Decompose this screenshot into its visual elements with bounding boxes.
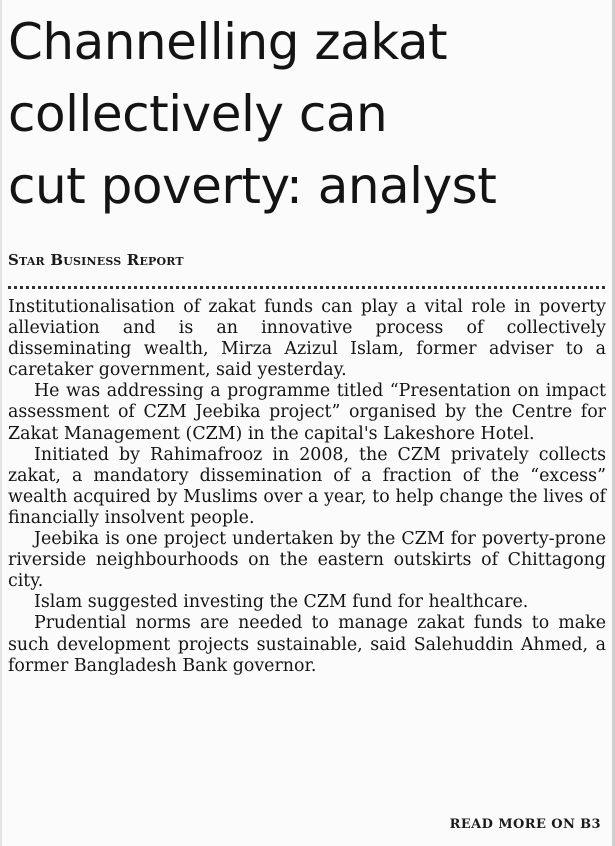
headline xyxy=(8,6,608,222)
read-more-link[interactable]: READ MORE ON B3 xyxy=(449,817,601,832)
paragraph-5: Islam suggested investing the CZM fund for healthcare. xyxy=(34,592,529,613)
headline-line-3: cut poverty: analyst xyxy=(8,157,497,215)
headline-line-1: Channelling zakat xyxy=(8,13,448,71)
byline: Star Business Report xyxy=(8,251,184,269)
clipping-edge-left xyxy=(0,0,2,846)
paragraph-3: Initiated by Rahimafrooz in 2008, the CZM privately collects zakat, a mandatory dissemination of a fraction of the “excess” wealth acquired by Muslims over a year, to help change the lives of financially insolvent people. xyxy=(8,444,606,528)
headline-line-2: collectively can xyxy=(8,85,388,143)
paragraph-4: Jeebika is one project undertaken by the CZM for poverty-prone riverside neighbourhoods on the eastern outskirts of Chittagong city. xyxy=(8,529,606,592)
paragraph-6: Prudential norms are needed to manage zakat funds to make such development projects sustainable, said Salehuddin Ahmed, a former Bangladesh Bank governor. xyxy=(8,613,606,676)
dotted-divider xyxy=(8,286,605,289)
paragraph-1: Institutionalisation of zakat funds can play a vital role in poverty alleviation and is an innovative process of collectively disseminating wealth, Mirza Azizul Islam, former adviser to a caretaker government, said yesterday. xyxy=(8,297,606,381)
paragraph-2: He was addressing a programme titled “Presentation on impact assessment of CZM Jeebika project” organised by the Centre for Zakat Management (CZM) in the capital's Lakeshore Hotel. xyxy=(8,381,606,444)
article-body xyxy=(8,297,606,677)
